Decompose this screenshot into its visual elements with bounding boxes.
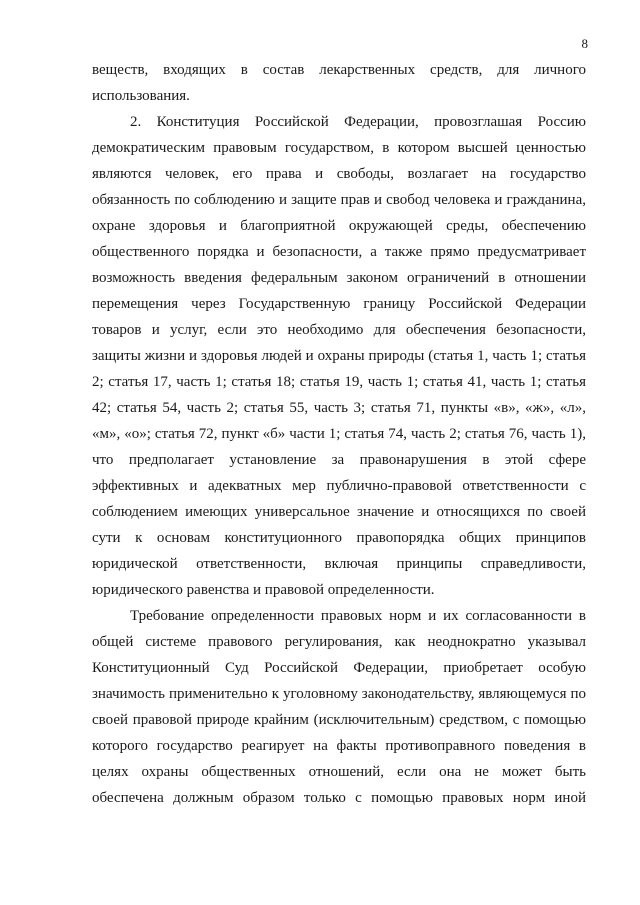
document-body	[92, 57, 586, 811]
page-number: 8	[581, 36, 588, 51]
paragraph-constitution: 2. Конституция Российской Федерации, провозглашая Россию демократическим правовым государством, в котором высшей ценностью являются человек, его права и свободы, возлагает на государство обязанность по соблюдению и защите прав и свобод человека и гражданина, охране здоровья и благоприятной окружающей среды, обеспечению общественного порядка и безопасности, а также прямо предусматривает возможность введения федеральным законом ограничений в отношении перемещения через Государственную границу Российской Федерации товаров и услуг, если это необходимо для обеспечения безопасности, защиты жизни и здоровья людей и охраны природы (статья 1, часть 1; статья 2; статья 17, часть 1; статья 18; статья 19, часть 1; статья 41, часть 1; статья 42; статья 54, часть 2; статья 55, часть 3; статья 71, пункты «в», «ж», «л», «м», «о»; статья 72, пункт «б» части 1; статья 74, часть 2; статья 76, часть 1), что предполагает установление за правонарушения в этой сфере эффективных и адекватных мер публично-правовой ответственности с соблюдением имеющих универсальное значение и относящихся по своей сути к основам конституционного правопорядка общих принципов юридической ответственности, включая принципы справедливости, юридического равенства и правовой определенности.	[92, 114, 586, 598]
paragraph-certainty-requirement: Требование определенности правовых норм и их согласованности в общей системе правового регулирования, как неоднократно указывал Конституционный Суд Российской Федерации, приобретает особую значимость применительно к уголовному законодательству, являющемуся по своей правовой природе крайним (исключительным) средством, с помощью которого государство реагирует на факты противоправного поведения в целях охраны общественных отношений, если она не может быть обеспечена должным образом только с помощью правовых норм иной	[92, 608, 586, 806]
paragraph-continuation: веществ, входящих в состав лекарственных средств, для личного использования.	[92, 62, 586, 104]
